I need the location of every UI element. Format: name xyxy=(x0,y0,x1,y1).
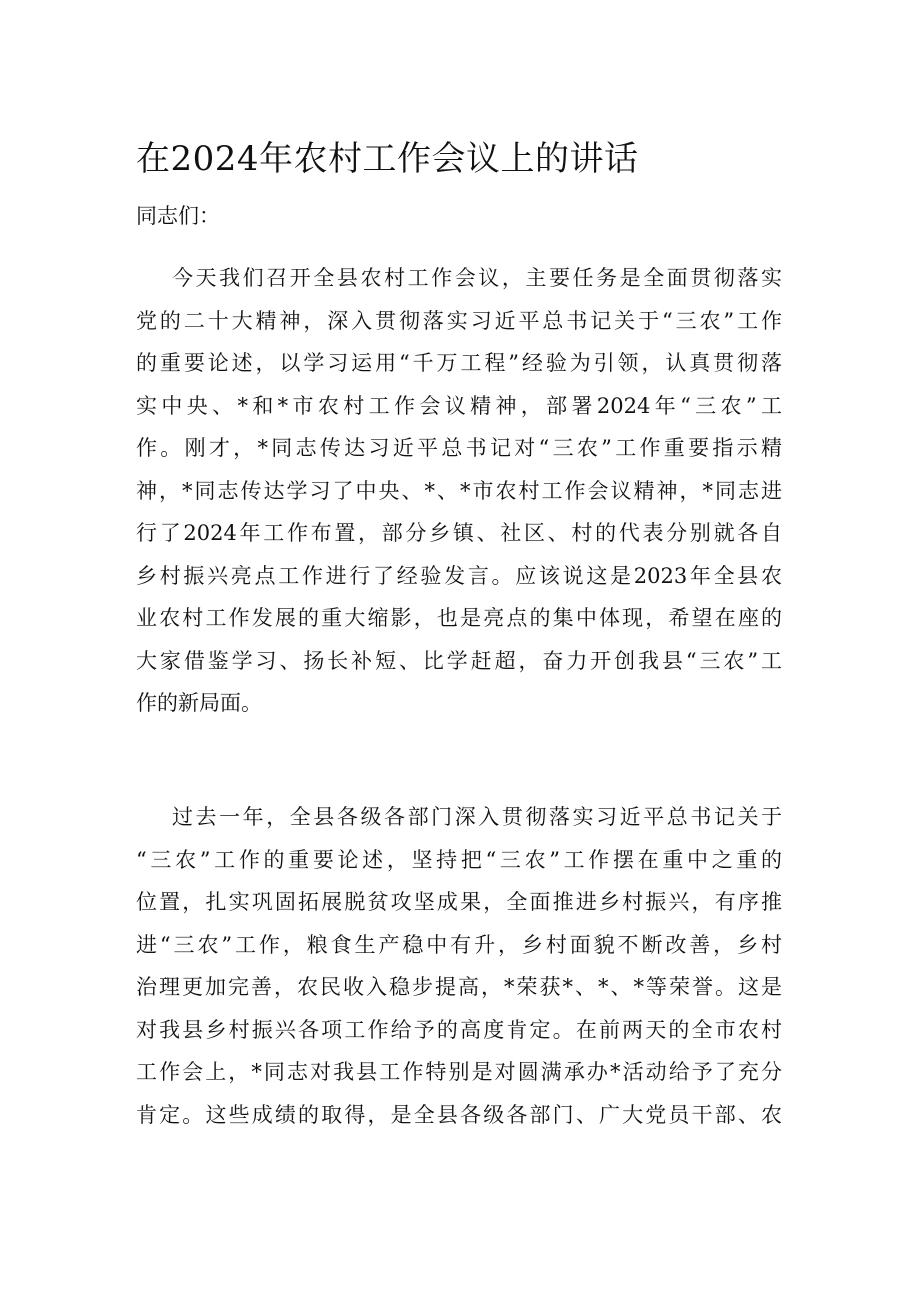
paragraph-line: 过去一年，全县各级各部门深入贯彻落实习近平总书记关于 xyxy=(172,805,782,829)
paragraph-line: 肯定。这些成绩的取得，是全县各级各部门、广大党员干部、农 xyxy=(136,1102,782,1127)
paragraph-line: 位置，扎实巩固拓展脱贫攻坚成果，全面推进乡村振兴，有序推 xyxy=(136,890,782,914)
paragraph-line: 乡村振兴亮点工作进行了经验发言。应该说这是2023年全县农 xyxy=(136,563,782,588)
document-title: 在2024年农村工作会议上的讲话 xyxy=(136,139,639,179)
paragraph-line: “三农”工作的重要论述，坚持把“三农”工作摆在重中之重的 xyxy=(136,847,782,872)
paragraph-line: 神，*同志传达学习了中央、*、*市农村工作会议精神，*同志进 xyxy=(136,478,782,503)
paragraph xyxy=(136,796,782,1136)
paragraph-line: 行了2024年工作布置，部分乡镇、社区、村的代表分别就各自 xyxy=(136,521,782,545)
paragraph-line: 对我县乡村振兴各项工作给予的高度肯定。在前两天的全市农村 xyxy=(136,1017,782,1042)
paragraph-line: 今天我们召开全县农村工作会议，主要任务是全面贯彻落实 xyxy=(172,266,782,290)
salutation: 同志们： xyxy=(136,204,220,228)
paragraph-line: 作。刚才，*同志传达习近平总书记对“三农”工作重要指示精 xyxy=(136,436,782,460)
paragraph-line: 党的二十大精神，深入贯彻落实习近平总书记关于“三农”工作 xyxy=(136,308,782,333)
paragraph-line: 实中央、*和*市农村工作会议精神，部署2024年“三农”工 xyxy=(136,393,782,418)
paragraph-line: 工作会上，*同志对我县工作特别是对圆满承办*活动给予了充分 xyxy=(136,1060,782,1084)
paragraph-line: 大家借鉴学习、扬长补短、比学赶超，奋力开创我县“三农”工 xyxy=(136,648,782,673)
paragraph-line: 进“三农”工作，粮食生产稳中有升，乡村面貌不断改善，乡村 xyxy=(136,932,782,957)
paragraph xyxy=(136,257,782,725)
paragraph-line: 治理更加完善，农民收入稳步提高，*荣获*、*、*等荣誉。这是 xyxy=(136,975,782,999)
paragraph-line: 作的新局面。 xyxy=(136,691,262,715)
paragraph-line: 业农村工作发展的重大缩影，也是亮点的集中体现，希望在座的 xyxy=(136,606,782,630)
paragraph-line: 的重要论述，以学习运用“千万工程”经验为引领，认真贯彻落 xyxy=(136,351,782,375)
